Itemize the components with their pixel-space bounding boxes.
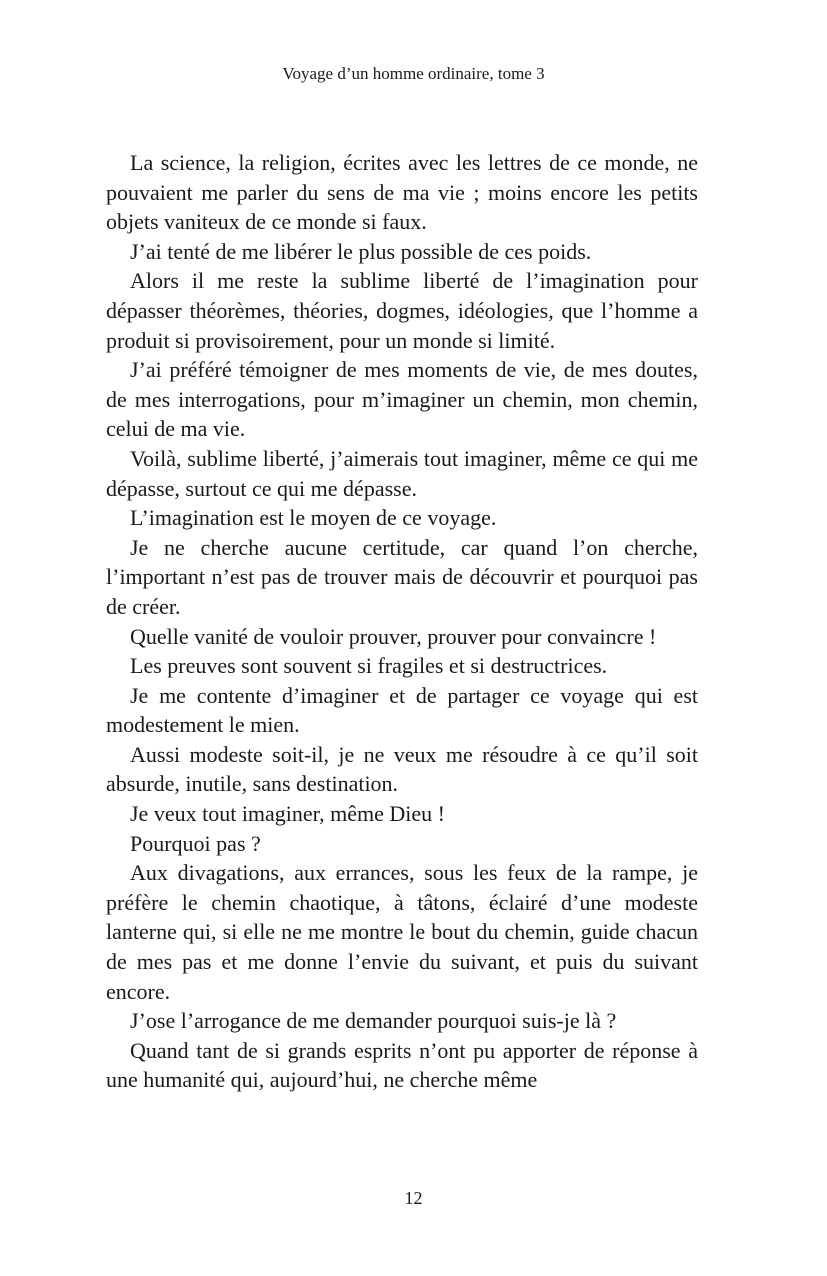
paragraph: La science, la religion, écrites avec les lettres de ce monde, ne pouvaient me parler du sens de ma vie ; moins encore les petits objets vaniteux de ce monde si faux. (106, 150, 698, 235)
paragraph: Aussi modeste soit-il, je ne veux me résoudre à ce qu’il soit absurde, inutile, sans destination. (106, 741, 698, 797)
page-number: 12 (404, 1188, 423, 1208)
paragraph: Je ne cherche aucune certitude, car quand l’on cherche, l’important n’est pas de trouver mais de découvrir et pourquoi pas de créer. (106, 534, 698, 619)
paragraph: Je veux tout imaginer, même Dieu ! (130, 801, 445, 827)
paragraph: L’imagination est le moyen de ce voyage. (130, 505, 497, 531)
paragraph: Je me contente d’imaginer et de partager ce voyage qui est modestement le mien. (106, 682, 698, 738)
paragraph-continued: Quand tant de si grands esprits n’ont pu apporter de réponse à une humanité qui, aujourd’hui, ne cherche même (106, 1037, 698, 1093)
paragraph: Les preuves sont souvent si fragiles et si destructrices. (130, 653, 608, 679)
paragraph: Alors il me reste la sublime liberté de l’imagination pour dépasser théorèmes, théories, dogmes, idéologies, que l’homme a produit si provisoirement, pour un monde si limité. (106, 268, 698, 353)
paragraph: J’ai tenté de me libérer le plus possible de ces poids. (130, 238, 592, 264)
running-header: Voyage d’un homme ordinaire, tome 3 (282, 64, 545, 83)
body-text (106, 148, 698, 1095)
paragraph: Aux divagations, aux errances, sous les feux de la rampe, je préfère le chemin chaotique, à tâtons, éclairé d’une modeste lanterne qui, si elle ne me montre le bout du chemin, guide chacun de mes pas et me donne l’envie du suivant, et puis du suivant encore. (106, 860, 698, 1004)
paragraph: J’ose l’arrogance de me demander pourquoi suis-je là ? (130, 1008, 617, 1034)
paragraph: Voilà, sublime liberté, j’aimerais tout imaginer, même ce qui me dépasse, surtout ce qui me dépasse. (106, 445, 698, 501)
paragraph: Quelle vanité de vouloir prouver, prouver pour convaincre ! (130, 623, 657, 649)
paragraph: J’ai préféré témoigner de mes moments de vie, de mes doutes, de mes interrogations, pour m’imaginer un chemin, mon chemin, celui de ma vie. (106, 357, 698, 442)
paragraph: Pourquoi pas ? (130, 830, 261, 856)
